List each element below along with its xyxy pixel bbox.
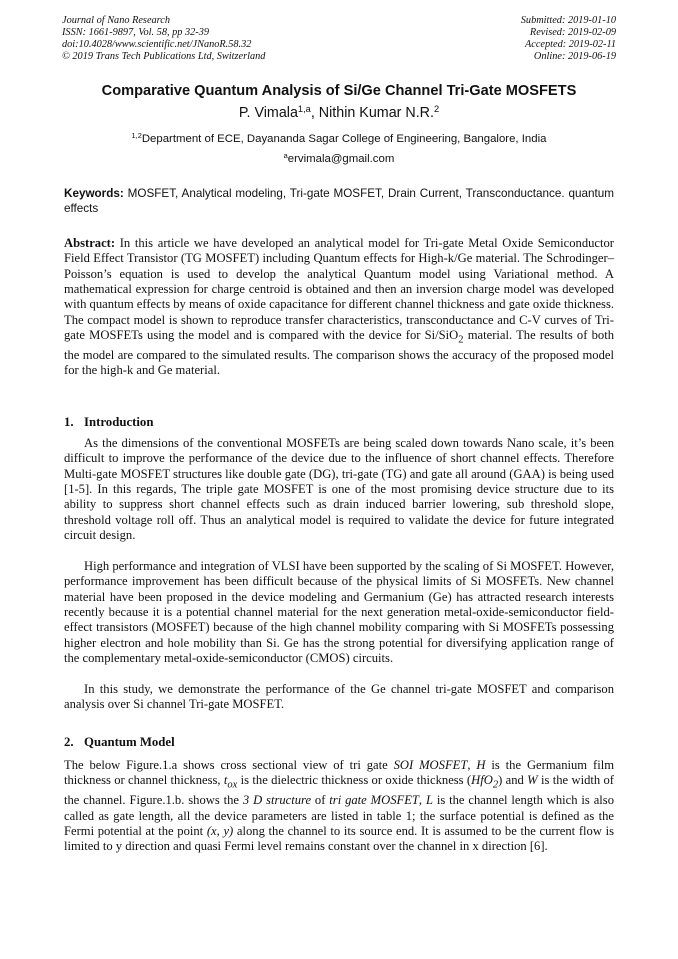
text-run: is the Germanium film thickness or channel thickness, <box>64 758 614 788</box>
abstract-text-1: In this article we have developed an analytical model for Tri-gate Metal Oxide Semiconductor Field Effect Transistor (TG MOSFET) including Quantum effects for High-k/Ge material. The Schrodinger–Poisson’s equation is used to develop the analytical Quantum model using Variational method. A mathematical expression for charge centroid is obtained and then an inversion charge model was developed with quantum effects by means of oxide capacitance for different channel thickness and gate oxide thickness. The compact model is shown to reproduce transfer characteristics, transconductance and C-V curves of Tri-gate MOSFETs using the model and is compared with the device for Si/SiO <box>64 236 614 343</box>
symbol-l: L <box>425 793 433 808</box>
subscript-2: 2 <box>492 779 499 791</box>
text-run: is the channel length which is also called as gate length, all the device parameters are listed in table 1; the surface potential is defined as the Fermi potential at the point <box>64 793 614 838</box>
date-submitted: Submitted: 2019-01-10 <box>520 15 616 26</box>
section-1-title: Introduction <box>84 415 154 429</box>
email-sup: a <box>283 150 288 160</box>
section-2-number: 2. <box>64 735 74 749</box>
date-online: Online: 2019-06-19 <box>533 51 616 62</box>
intro-paragraph-2: High performance and integration of VLSI have been supported by the scaling of Si MOSFET. However, performance improvement has been difficult because of the physical limits of Si MOSFETs. New channel material have been proposed in the device modeling and Germanium (Ge) has attracted research interests recently because it is a potential channel material for the next generation metal-oxide-semiconductor field-effect transistors (MOSFET) because of the high channel mobility comparing with Si MOSFETs possessing higher electron and hole mobility than Si. Ge has the strong potential for diversifying application range of the complementary metal-oxide-semiconductor (CMOS) circuits. <box>64 559 614 666</box>
journal-info <box>62 15 265 63</box>
section-1-number: 1. <box>64 415 74 429</box>
subscript-ox: ox <box>227 779 238 791</box>
author-email <box>40 152 638 166</box>
text-run: ) and <box>498 773 528 788</box>
author-list <box>40 104 638 122</box>
abstract-label: Abstract: <box>64 236 116 250</box>
text-run: , <box>467 758 477 772</box>
author-2-sup: 2 <box>433 103 440 114</box>
email-text: ervimala@gmail.com <box>287 153 395 165</box>
symbol-t-sub <box>227 780 237 791</box>
affiliation-sup: 1,2 <box>131 130 142 140</box>
author-separator: , <box>310 105 319 121</box>
abstract-text-2: material. The results of both the model are compared to the simulated results. The comparison shows the accuracy of the proposed model for the high-k and Ge material. <box>64 328 614 378</box>
text-run: The below Figure.1.a shows cross sectional view of tri gate <box>64 758 394 772</box>
text-run: of <box>311 793 330 808</box>
date-revised: Revised: 2019-02-09 <box>529 27 616 38</box>
intro-paragraph-3: In this study, we demonstrate the performance of the Ge channel tri-gate MOSFET and comparison analysis over Si channel Tri-gate MOSFET. <box>64 682 614 712</box>
author-2: Nithin Kumar N.R. <box>318 105 434 121</box>
affiliation <box>40 132 638 146</box>
publication-dates <box>521 15 616 63</box>
text-run: is the width of the channel. Figure.1.b. shows the <box>64 773 614 808</box>
quantum-model-paragraph <box>64 758 614 855</box>
term-soi-mosfet: SOI MOSFET <box>393 758 468 772</box>
paper-title: Comparative Quantum Analysis of Si/Ge Channel Tri-Gate MOSFETS <box>101 83 577 99</box>
text-run: along the channel to its source end. It is assumed to be the current flow is limited to y direction and quasi Fermi level remains constant over the channel in x direction [6]. <box>64 823 614 854</box>
author-1: P. Vimala <box>238 105 298 121</box>
text-run: , <box>418 793 426 808</box>
issn-volume: ISSN: 1661-9897, Vol. 58, pp 32-39 <box>62 27 210 38</box>
symbol-w: W <box>527 773 538 788</box>
author-1-sup: 1,a <box>297 103 311 114</box>
term-xy: (x, y) <box>206 823 234 838</box>
symbol-h: H <box>476 758 486 772</box>
section-2-title: Quantum Model <box>84 735 175 749</box>
term-tri-gate-mosfet: tri gate MOSFET <box>329 793 419 808</box>
symbol-t: t <box>223 773 228 788</box>
term-hfo2: HfO <box>471 773 493 788</box>
journal-name: Journal of Nano Research <box>62 15 171 26</box>
keywords-label: Keywords: <box>64 187 124 200</box>
abstract <box>64 236 614 379</box>
text-run: is the dielectric thickness or oxide thickness ( <box>237 773 472 788</box>
copyright: © 2019 Trans Tech Publications Ltd, Switzerland <box>62 51 266 62</box>
section-1-heading <box>64 415 153 430</box>
abstract-sub: 2 <box>458 334 464 346</box>
term-3d-structure: 3 D structure <box>242 793 312 808</box>
intro-paragraph-1: As the dimensions of the conventional MOSFETs are being scaled down towards Nano scale, it’s been difficult to improve the performance of the device due to the influence of short channel effects. Therefore Multi-gate MOSFET structures like double gate (DG), tri-gate (TG) and gate all around (GAA) is being used [1-5]. In this regards, The triple gate MOSFET is one of the most promising device structure due to its ability to suppress short channel effects such as drain induced barrier lowering, sub threshold slope, threshold voltage roll off. Thus an analytical model is required to validate the device for future integrated circuit design. <box>64 436 614 543</box>
date-accepted: Accepted: 2019-02-11 <box>524 39 616 50</box>
doi: doi:10.4028/www.scientific.net/JNanoR.58.32 <box>62 39 252 50</box>
keywords-text: MOSFET, Analytical modeling, Tri-gate MOSFET, Drain Current, Transconductance. quantum effects <box>64 187 614 215</box>
section-2-heading <box>64 735 175 750</box>
keywords <box>64 186 614 216</box>
affiliation-text: Department of ECE, Dayananda Sagar College of Engineering, Bangalore, India <box>141 133 547 145</box>
